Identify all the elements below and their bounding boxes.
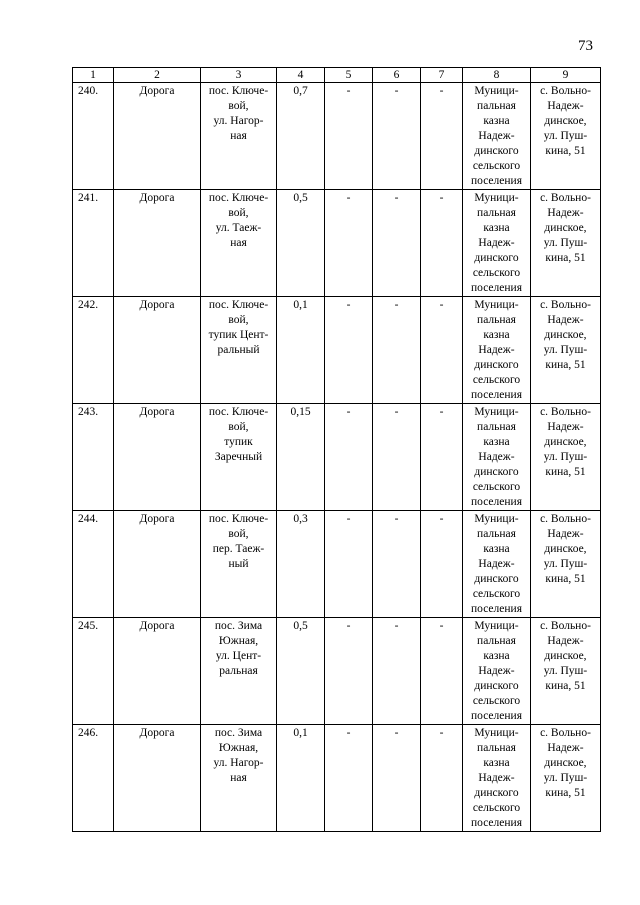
column-7-value: - (421, 297, 463, 404)
column-5-value: - (325, 297, 373, 404)
column-6-value: - (373, 725, 421, 832)
object-name: Дорога (114, 190, 201, 297)
object-length: 0,15 (277, 404, 325, 511)
owner-cell: Муници- пальная казна Надеж- динского сельского поселения (463, 511, 531, 618)
column-7-value: - (421, 725, 463, 832)
column-5-value: - (325, 618, 373, 725)
column-5-value: - (325, 83, 373, 190)
row-number: 244. (73, 511, 114, 618)
column-header: 3 (201, 68, 277, 83)
column-6-value: - (373, 83, 421, 190)
column-6-value: - (373, 404, 421, 511)
object-address: пос. Ключе- вой, пер. Таеж- ный (201, 511, 277, 618)
owner-location: с. Вольно- Надеж- динское, ул. Пуш- кина, 51 (531, 511, 601, 618)
page-number: 73 (578, 38, 593, 54)
owner-location: с. Вольно- Надеж- динское, ул. Пуш- кина, 51 (531, 190, 601, 297)
row-number: 245. (73, 618, 114, 725)
table-row (73, 83, 601, 190)
object-name: Дорога (114, 725, 201, 832)
object-name: Дорога (114, 511, 201, 618)
row-number: 246. (73, 725, 114, 832)
object-address: пос. Ключе- вой, ул. Таеж- ная (201, 190, 277, 297)
row-number: 243. (73, 404, 114, 511)
column-7-value: - (421, 618, 463, 725)
table-row (73, 297, 601, 404)
object-address: пос. Ключе- вой, тупик Цент- ральный (201, 297, 277, 404)
owner-cell: Муници- пальная казна Надеж- динского сельского поселения (463, 618, 531, 725)
owner-cell: Муници- пальная казна Надеж- динского сельского поселения (463, 83, 531, 190)
object-address: пос. Ключе- вой, тупик Заречный (201, 404, 277, 511)
column-header: 5 (325, 68, 373, 83)
owner-cell: Муници- пальная казна Надеж- динского сельского поселения (463, 725, 531, 832)
column-7-value: - (421, 83, 463, 190)
column-6-value: - (373, 297, 421, 404)
owner-cell: Муници- пальная казна Надеж- динского сельского поселения (463, 297, 531, 404)
column-6-value: - (373, 511, 421, 618)
row-number: 240. (73, 83, 114, 190)
column-5-value: - (325, 190, 373, 297)
table-row (73, 511, 601, 618)
object-name: Дорога (114, 618, 201, 725)
table-row (73, 404, 601, 511)
object-length: 0,1 (277, 297, 325, 404)
column-7-value: - (421, 190, 463, 297)
owner-cell: Муници- пальная казна Надеж- динского сельского поселения (463, 190, 531, 297)
owner-location: с. Вольно- Надеж- динское, ул. Пуш- кина, 51 (531, 404, 601, 511)
column-6-value: - (373, 618, 421, 725)
column-header: 2 (114, 68, 201, 83)
object-length: 0,5 (277, 190, 325, 297)
table-row (73, 618, 601, 725)
object-length: 0,3 (277, 511, 325, 618)
owner-location: с. Вольно- Надеж- динское, ул. Пуш- кина, 51 (531, 83, 601, 190)
table-row (73, 190, 601, 297)
row-number: 242. (73, 297, 114, 404)
column-header: 1 (73, 68, 114, 83)
property-registry-table (72, 67, 601, 832)
column-7-value: - (421, 511, 463, 618)
column-header: 6 (373, 68, 421, 83)
column-5-value: - (325, 725, 373, 832)
row-number: 241. (73, 190, 114, 297)
column-7-value: - (421, 404, 463, 511)
owner-cell: Муници- пальная казна Надеж- динского сельского поселения (463, 404, 531, 511)
object-address: пос. Зима Южная, ул. Цент- ральная (201, 618, 277, 725)
object-length: 0,1 (277, 725, 325, 832)
object-length: 0,5 (277, 618, 325, 725)
column-5-value: - (325, 511, 373, 618)
column-5-value: - (325, 404, 373, 511)
object-address: пос. Зима Южная, ул. Нагор- ная (201, 725, 277, 832)
column-header: 9 (531, 68, 601, 83)
owner-location: с. Вольно- Надеж- динское, ул. Пуш- кина, 51 (531, 297, 601, 404)
object-length: 0,7 (277, 83, 325, 190)
object-name: Дорога (114, 404, 201, 511)
column-number-row (73, 68, 601, 83)
object-name: Дорога (114, 297, 201, 404)
owner-location: с. Вольно- Надеж- динское, ул. Пуш- кина, 51 (531, 618, 601, 725)
object-address: пос. Ключе- вой, ул. Нагор- ная (201, 83, 277, 190)
object-name: Дорога (114, 83, 201, 190)
table-row (73, 725, 601, 832)
owner-location: с. Вольно- Надеж- динское, ул. Пуш- кина, 51 (531, 725, 601, 832)
column-6-value: - (373, 190, 421, 297)
column-header: 4 (277, 68, 325, 83)
column-header: 8 (463, 68, 531, 83)
column-header: 7 (421, 68, 463, 83)
